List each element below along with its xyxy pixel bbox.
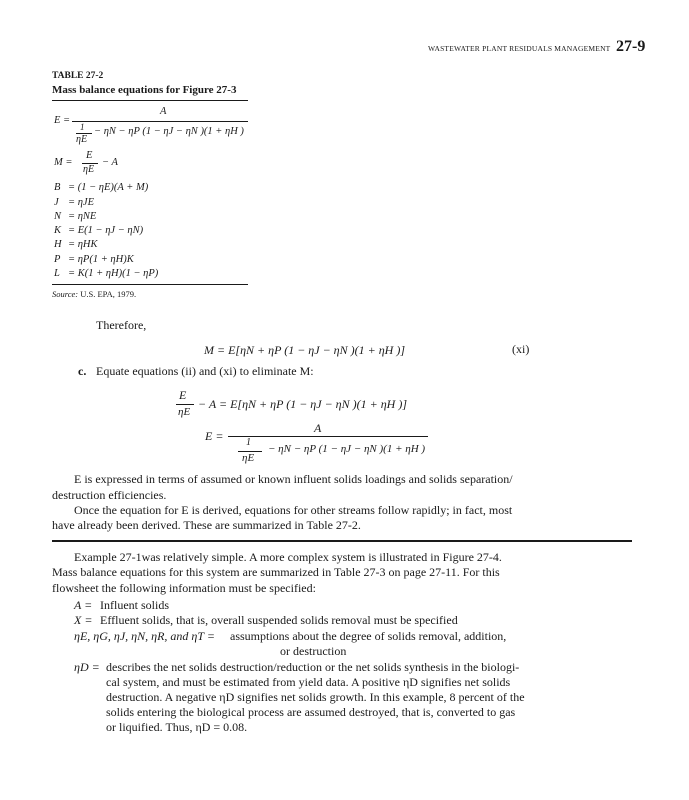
- eq-c1-denominator: ηE: [178, 406, 191, 418]
- eq-c2-numerator: A: [314, 421, 322, 435]
- table-row-expr: = (1 − ηE)(A + M): [68, 182, 149, 193]
- eq-e-fraction-bar: [72, 121, 248, 122]
- eq-c2-lhs: E =: [205, 429, 224, 443]
- table-row-expr: = E(1 − ηJ − ηN): [68, 225, 144, 236]
- para3-line3: flowsheet the following information must be specified:: [52, 581, 316, 595]
- equation-xi: M = E[ηN + ηP (1 − ηJ − ηN )(1 + ηH )]: [204, 343, 406, 357]
- eq-e-den-rest: − ηN − ηP (1 − ηJ − ηN )(1 + ηH ): [94, 126, 244, 137]
- eq-e-lhs: E =: [54, 115, 71, 126]
- def-text: describes the net solids destruction/reduction or the net solids synthesis in the biologi-: [106, 660, 520, 674]
- table-bottom-rule: [52, 284, 248, 285]
- table-row-var: N: [54, 211, 62, 222]
- table-row-expr: = K(1 + ηH)(1 − ηP): [68, 268, 159, 279]
- page-number: 27-9: [616, 38, 646, 55]
- def-text: assumptions about the degree of solids removal, addition,: [230, 629, 507, 643]
- therefore-text: Therefore,: [96, 318, 147, 332]
- equation-xi-tag: (xi): [512, 342, 530, 356]
- def-text: Influent solids: [100, 598, 169, 612]
- table-row-expr: = ηHK: [68, 239, 98, 250]
- eq-m-lhs: M =: [54, 157, 73, 168]
- def-term: A =: [74, 598, 93, 612]
- eq-m-numerator: E: [86, 150, 93, 161]
- para3-line1: Example 27-1was relatively simple. A more complex system is illustrated in Figure 27-4.: [74, 550, 502, 564]
- eq-c1-numerator: E: [179, 388, 187, 402]
- table-row-expr: = ηJE: [68, 197, 94, 208]
- source-text: U.S. EPA, 1979.: [80, 289, 137, 299]
- table-row-var: P: [54, 254, 61, 265]
- eq-e-den-one: 1: [80, 122, 85, 132]
- para2-line2: have already been derived. These are summarized in Table 27-2.: [52, 518, 361, 532]
- table-source: [52, 289, 136, 299]
- table-row-expr: = ηNE: [68, 211, 97, 222]
- source-label: Source:: [52, 289, 79, 299]
- def-text: or liquified. Thus, ηD = 0.08.: [106, 720, 248, 734]
- eq-c2-den-eta: ηE: [242, 452, 255, 464]
- table-row-var: B: [54, 182, 61, 193]
- def-text: Effluent solids, that is, overall suspended solids removal must be specified: [100, 613, 458, 627]
- eq-c2-den-rest: − ηN − ηP (1 − ηJ − ηN )(1 + ηH ): [268, 443, 426, 455]
- def-text: cal system, and must be estimated from yield data. A positive ηD signifies net solids: [106, 675, 511, 689]
- def-text: solids entering the biological process are assumed destroyed, that is, converted to gas: [106, 705, 516, 719]
- para2-line1: Once the equation for E is derived, equations for other streams follow rapidly; in fact, most: [74, 503, 513, 517]
- def-term: ηE, ηG, ηJ, ηN, ηR, and ηT =: [74, 629, 215, 643]
- def-term: ηD =: [74, 660, 100, 674]
- para3-line2: Mass balance equations for this system are summarized in Table 27-3 on page 27-11. For this: [52, 565, 500, 579]
- eq-c2-fraction-bar: [228, 436, 428, 437]
- table-row-var: J: [54, 197, 59, 208]
- para1-line1: E is expressed in terms of assumed or known influent solids loadings and solids separation/: [74, 472, 513, 486]
- table-row-var: L: [54, 268, 60, 279]
- section-divider: [52, 540, 632, 542]
- table-caption: Mass balance equations for Figure 27-3: [52, 84, 237, 96]
- table-row-expr: = ηP(1 + ηH)K: [68, 254, 134, 265]
- eq-c1-fraction-bar: [176, 404, 194, 405]
- table-row-var: H: [54, 239, 62, 250]
- eq-e-den-eta: ηE: [76, 134, 88, 145]
- eq-c2-den-one: 1: [246, 437, 251, 448]
- eq-m-rest: − A: [102, 157, 118, 168]
- def-text: or destruction: [280, 644, 347, 658]
- running-header-title: WASTEWATER PLANT RESIDUALS MANAGEMENT: [428, 44, 611, 53]
- def-text: destruction. A negative ηD signifies net solids growth. In this example, 8 percent of the: [106, 690, 525, 704]
- step-c-label: c.: [78, 364, 87, 378]
- eq-e-numerator: A: [160, 106, 167, 117]
- eq-c1-rest: − A = E[ηN + ηP (1 − ηJ − ηN )(1 + ηH )]: [198, 397, 408, 411]
- step-c-text: Equate equations (ii) and (xi) to eliminate M:: [96, 364, 314, 378]
- table-top-rule: [52, 100, 248, 101]
- table-label: TABLE 27-2: [52, 71, 104, 81]
- eq-m-denominator: ηE: [83, 164, 95, 175]
- table-row-var: K: [54, 225, 62, 236]
- para1-line2: destruction efficiencies.: [52, 488, 167, 502]
- def-term: X =: [74, 613, 93, 627]
